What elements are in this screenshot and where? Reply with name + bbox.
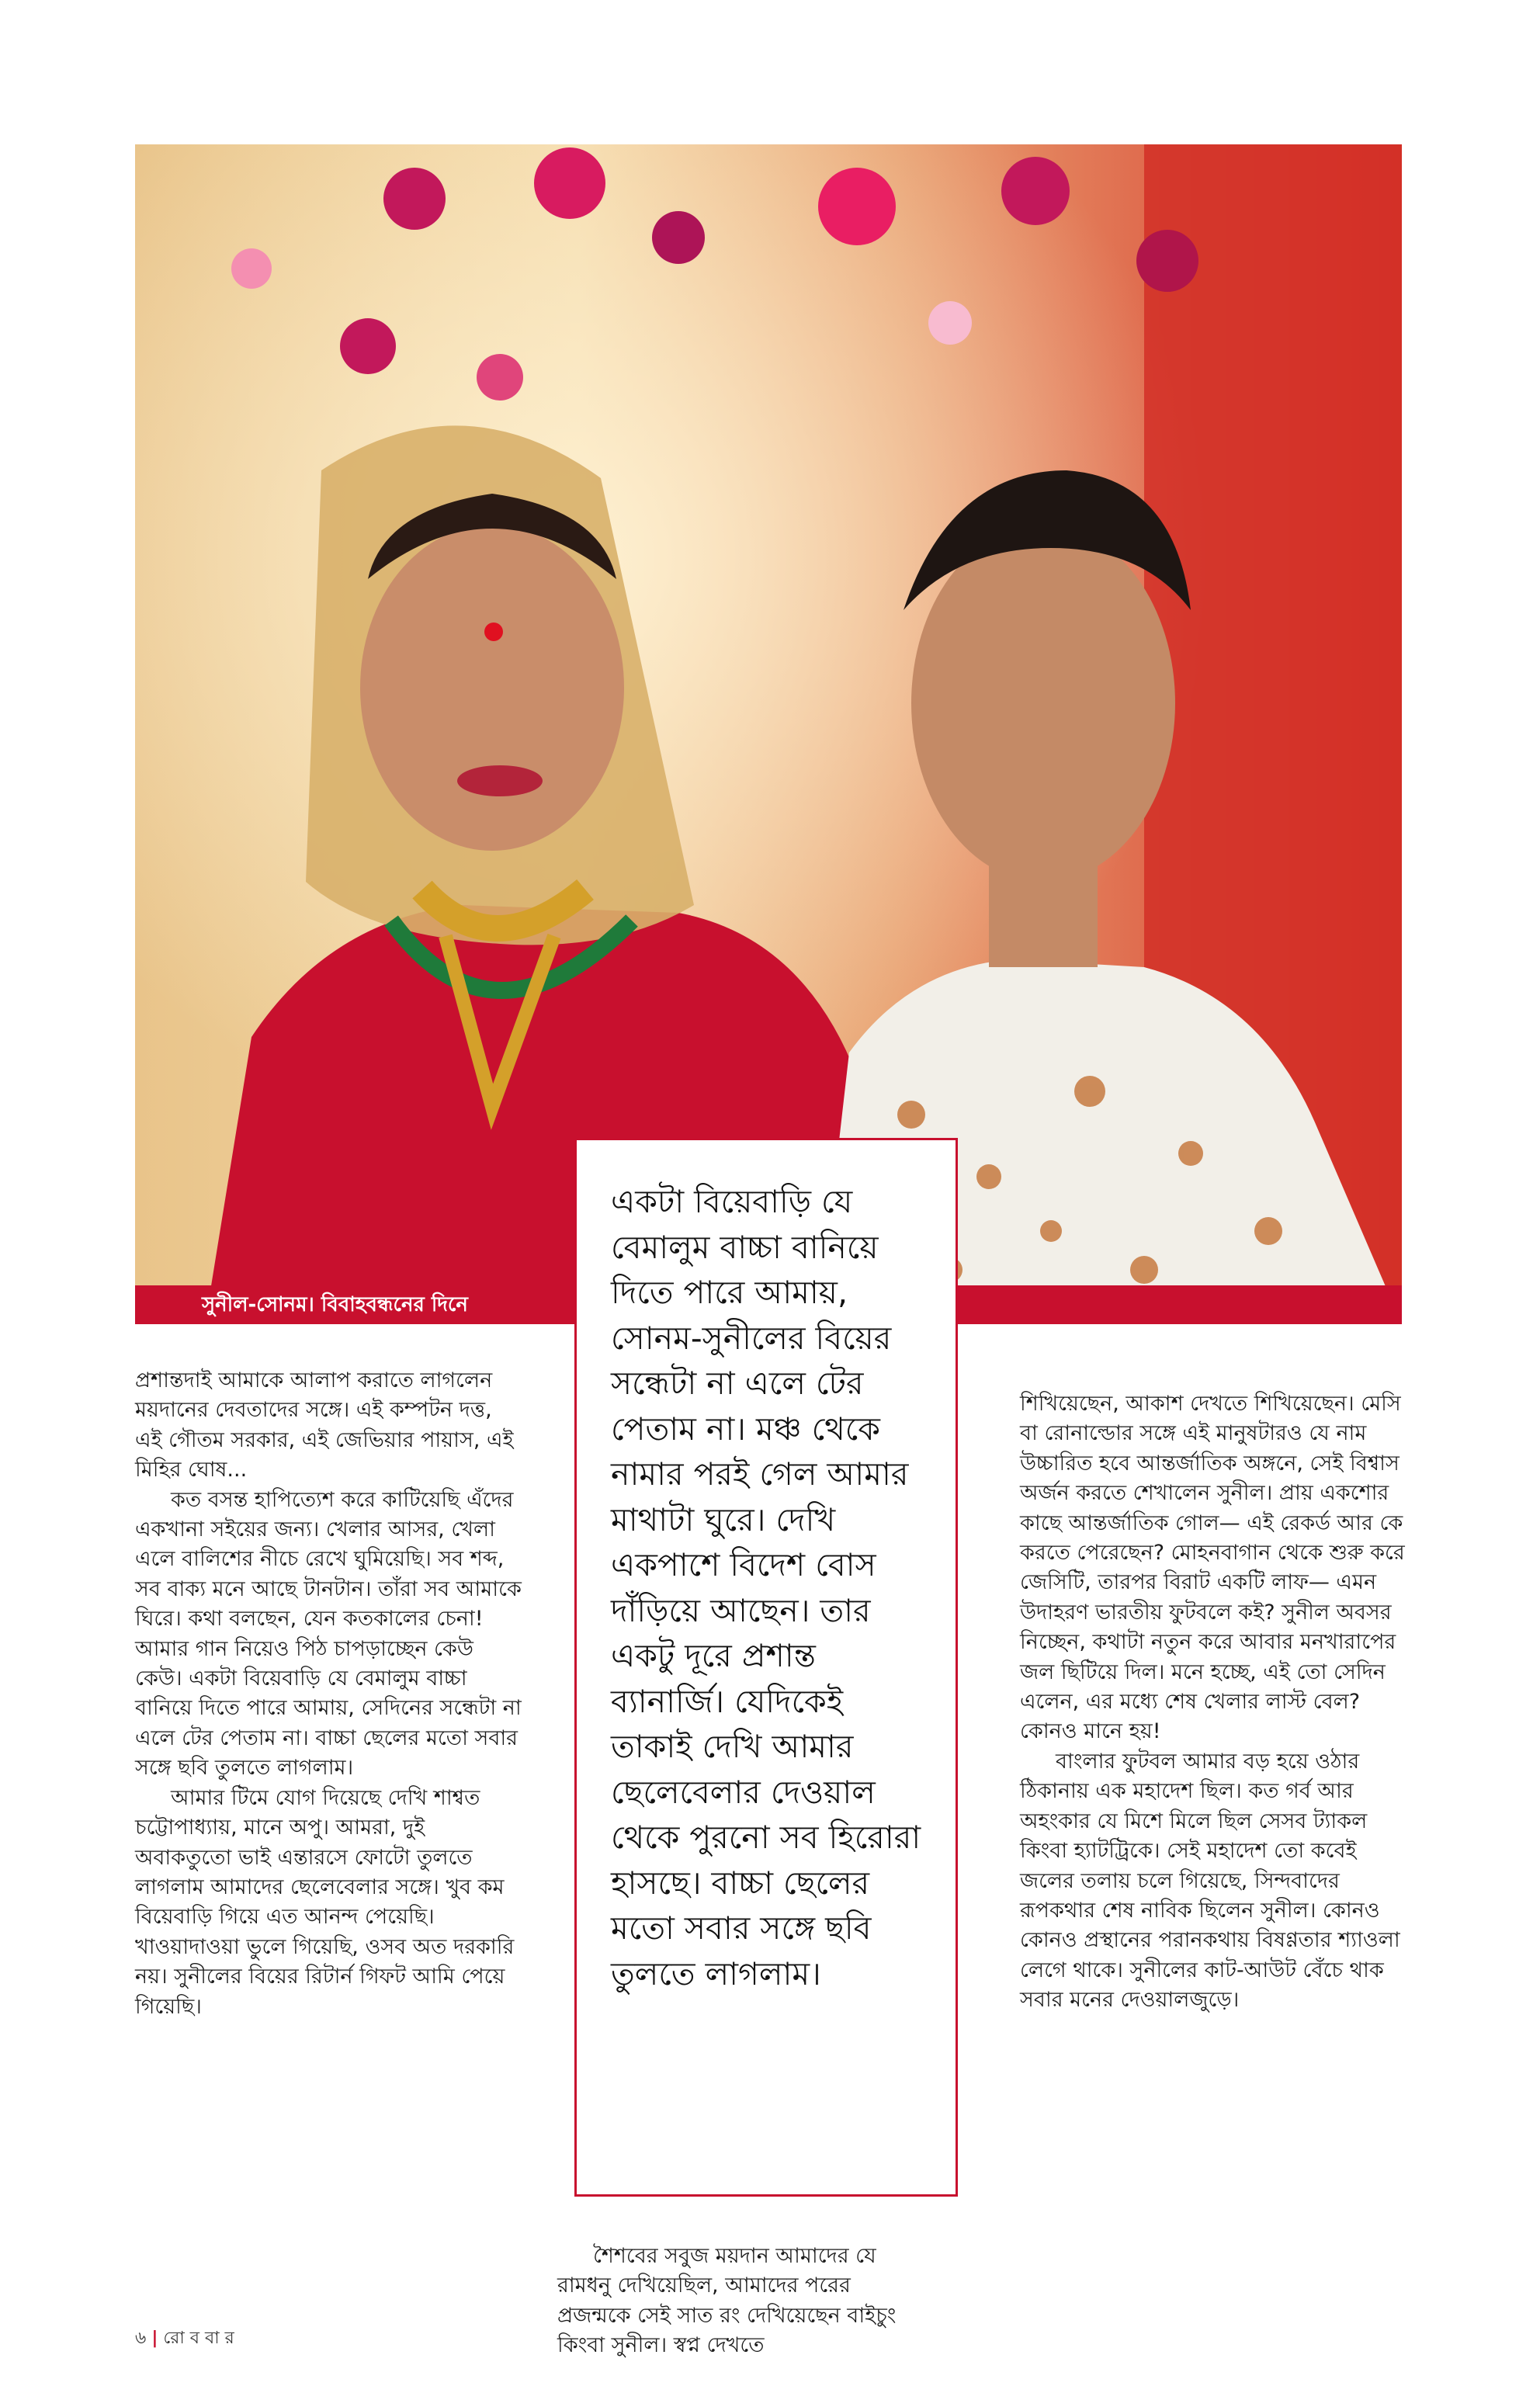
article-column-2 (557, 2242, 922, 2361)
pull-quote-text: একটা বিয়েবাড়ি যে বেমালুম বাচ্চা বানিয়ে দিতে পারে আমায়, সোনম-সুনীলের বিয়ের সন্ধেটা না এলে টের পেতাম না। মঞ্চ থেকে নামার পরই গেল আমার মাথাটা ঘুরে। দেখি একপাশে বিদেশ বোস দাঁড়িয়ে আছেন। তার একটু দূরে প্রশান্ত ব্যানার্জি। যেদিকেই তাকাই দেখি আমার ছেলেবেলার দেওয়াল থেকে পুরনো সব হিরোরা হাসছে। বাচ্চা ছেলের মতো সবার সঙ্গে ছবি তুলতে লাগলাম। (611, 1183, 921, 1992)
article-column-1 (135, 1366, 523, 2022)
paragraph: প্রশান্তদাই আমাকে আলাপ করাতে লাগলেন ময়দানের দেবতাদের সঙ্গে। এই কম্পটন দত্ত, এই গৌতম সরকার, এই জেভিয়ার পায়াস, এই মিহির ঘোষ... (135, 1368, 514, 1483)
pull-quote-box (574, 1138, 958, 2197)
article-column-3 (1020, 1389, 1408, 2016)
magazine-name: রো ব বা র (163, 2329, 234, 2348)
footer-separator: | (151, 2329, 158, 2348)
paragraph: বাংলার ফুটবল আমার বড় হয়ে ওঠার ঠিকানায় এক মহাদেশ ছিল। কত গর্ব আর অহংকার যে মিশে মিলে ছিল সেসব ট্যাকল কিংবা হ্যাটট্রিকে। সেই মহাদেশ তো কবেই জলের তলায় চলে গিয়েছে, সিন্দবাদের রূপকথার শেষ নাবিক ছিলেন সুনীল। কোনও কোনও প্রস্থানের পরানকথায় বিষণ্ণতার শ্যাওলা লেগে থাকে। সুনীলের কাট-আউট বেঁচে থাক সবার মনের দেওয়ালজুড়ে। (1020, 1749, 1400, 2013)
paragraph: কত বসন্ত হাপিত্যেশ করে কাটিয়েছি এঁদের একখানা সইয়ের জন্য। খেলার আসর, খেলা এলে বালিশের নীচে রেখে ঘুমিয়েছি। সব শব্দ, সব বাক্য মনে আছে টানটান। তাঁরা সব আমাকে ঘিরে। কথা বলছেন, যেন কতকালের চেনা! আমার গান নিয়েও পিঠ চাপড়াচ্ছেন কেউ কেউ। একটা বিয়েবাড়ি যে বেমালুম বাচ্চা বানিয়ে দিতে পারে আমায়, সেদিনের সন্ধেটা না এলে টের পেতাম না। বাচ্চা ছেলের মতো সবার সঙ্গে ছবি তুলতে লাগলাম। (135, 1487, 522, 1781)
photo-caption: সুনীল-সোনম। বিবাহবন্ধনের দিনে (202, 1293, 468, 1316)
paragraph: শৈশবের সবুজ ময়দান আমাদের যে রামধনু দেখিয়েছিল, আমাদের পরের প্রজন্মকে সেই সাত রং দেখিয়েছেন বাইচুং কিংবা সুনীল। স্বপ্ন দেখতে (557, 2244, 897, 2358)
paragraph: আমার টিমে যোগ দিয়েছে দেখি শাশ্বত চট্টোপাধ্যায়, মানে অপু। আমরা, দুই অবাকতুতো ভাই এন্তারসে ফোটো তুলতে লাগলাম আমাদের ছেলেবেলার সঙ্গে। খুব কম বিয়েবাড়ি গিয়ে এত আনন্দ পেয়েছি। খাওয়াদাওয়া ভুলে গিয়েছি, ওসব অত দরকারি নয়। সুনীলের বিয়ের রিটার্ন গিফট আমি পেয়ে গিয়েছি। (135, 1785, 515, 2019)
page-footer (135, 2325, 234, 2352)
paragraph: শিখিয়েছেন, আকাশ দেখতে শিখিয়েছেন। মেসি বা রোনাল্ডোর সঙ্গে এই মানুষটারও যে নাম উচ্চারিত হবে আন্তর্জাতিক অঙ্গনে, সেই বিশ্বাস অর্জন করতে শেখালেন সুনীল। প্রায় একশোর কাছে আন্তর্জাতিক গোল— এই রেকর্ড আর কে করতে পেরেছেন? মোহনবাগান থেকে শুরু করে জেসিটি, তারপর বিরাট একটি লাফ— এমন উদাহরণ ভারতীয় ফুটবলে কই? সুনীল অবসর নিচ্ছেন, কথাটা নতুন করে আবার মনখারাপের জল ছিটিয়ে দিল। মনে হচ্ছে, এই তো সেদিন এলেন, এর মধ্যে শেষ খেলার লাস্ট বেল? কোনও মানে হয়! (1020, 1392, 1405, 1744)
page-number: ৬ (135, 2329, 147, 2348)
